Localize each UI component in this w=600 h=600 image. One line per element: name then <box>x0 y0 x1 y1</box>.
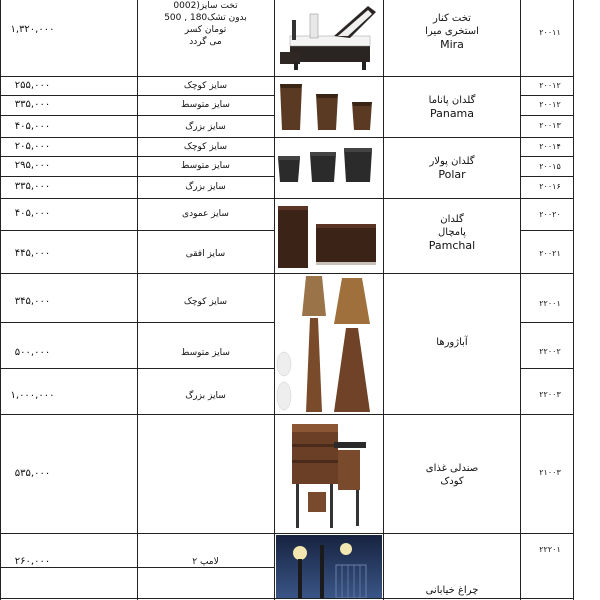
price-cell: ۳۳۵,۰۰۰ <box>14 99 51 110</box>
product-code: ۲۰۰۱۲ <box>539 100 561 109</box>
lounger-image <box>276 0 382 74</box>
size-cell: سایز متوسط <box>181 348 230 358</box>
price-cell: ۱,۳۲۰,۰۰۰ <box>10 24 55 35</box>
price-cell: ۴۴۵,۰۰۰ <box>14 248 51 259</box>
grid-line <box>0 137 574 138</box>
size-cell: ۲ لامپ <box>192 557 219 567</box>
product-note: 000تخت سایز(2 بدون تشک180 , 500 تومان کسر می گردد <box>164 1 247 47</box>
grid-line <box>521 322 574 323</box>
size-cell: سایز عمودی <box>182 209 229 219</box>
product-name: چراغ خیابانی <box>425 585 479 596</box>
grid-line <box>573 0 574 600</box>
product-name: آباژورها <box>436 337 468 348</box>
grid-line <box>0 76 574 77</box>
price-cell: ۱,۰۰۰,۰۰۰ <box>10 390 55 401</box>
product-code: ۲۰۰۲۱ <box>539 249 561 258</box>
grid-line <box>0 230 275 231</box>
price-cell: ۲۵۵,۰۰۰ <box>14 80 51 91</box>
grid-line <box>0 322 275 323</box>
size-cell: سایز کوچک <box>183 81 228 91</box>
pamchal-pots-image <box>276 200 382 272</box>
product-code: ۲۱۰۰۳ <box>539 468 561 477</box>
grid-line <box>383 0 384 600</box>
lamps-image <box>276 274 382 414</box>
grid-line <box>521 95 574 96</box>
product-code: ۲۲۰۰۳ <box>539 390 561 399</box>
grid-line <box>0 368 275 369</box>
grid-line <box>0 533 574 534</box>
product-code: ۲۰۰۱۵ <box>539 162 561 171</box>
price-cell: ۲۹۵,۰۰۰ <box>14 160 51 171</box>
size-cell: سایز افقی <box>185 249 226 259</box>
size-cell: سایز بزرگ <box>185 391 226 401</box>
price-cell: ۴۰۵,۰۰۰ <box>14 121 51 132</box>
price-cell: ۲۰۵,۰۰۰ <box>14 141 51 152</box>
product-code: ۲۲۰۰۲ <box>539 347 561 356</box>
grid-line <box>521 230 574 231</box>
size-cell: سایز بزرگ <box>185 122 226 132</box>
price-cell: ۳۴۵,۰۰۰ <box>14 296 51 307</box>
grid-line <box>274 0 275 600</box>
grid-line <box>0 95 275 96</box>
grid-line <box>521 156 574 157</box>
grid-line <box>520 0 521 600</box>
size-cell: سایز کوچک <box>183 297 228 307</box>
grid-line <box>0 198 574 199</box>
price-cell: ۴۰۵,۰۰۰ <box>14 208 51 219</box>
product-name: صندلی غذای کودک <box>425 463 479 487</box>
grid-line <box>521 368 574 369</box>
size-cell: سایز کوچک <box>183 142 228 152</box>
size-cell: سایز متوسط <box>181 161 230 171</box>
size-cell: سایز بزرگ <box>185 182 226 192</box>
price-cell: ۵۰۰,۰۰۰ <box>14 347 51 358</box>
polar-pots-image <box>276 140 382 198</box>
street-light-image <box>276 535 382 598</box>
product-code: ۲۰۰۱۲ <box>539 81 561 90</box>
price-cell: ۵۳۵,۰۰۰ <box>14 468 51 479</box>
grid-line <box>521 115 574 116</box>
product-code: ۲۰۰۲۰ <box>539 210 561 219</box>
price-cell: ۲۶۰,۰۰۰ <box>14 556 51 567</box>
price-cell: ۳۳۵,۰۰۰ <box>14 181 51 192</box>
product-name: گلدان پولار Polar <box>429 156 475 181</box>
size-cell: سایز متوسط <box>181 100 230 110</box>
product-code: ۲۲۲۰۱ <box>539 545 561 554</box>
product-code: ۲۲۰۰۱ <box>539 299 561 308</box>
product-name: گلدان پاناما Panama <box>428 95 476 120</box>
panama-pots-image <box>276 78 382 136</box>
grid-line <box>0 176 275 177</box>
product-name: گلدان پامچال Pamchal <box>428 214 476 252</box>
kids-chair-image <box>276 416 382 532</box>
product-name: تخت کنار استخری میرا Mira <box>425 13 479 51</box>
product-code: ۲۰۰۱۱ <box>539 28 561 37</box>
grid-line <box>0 115 275 116</box>
grid-line <box>0 414 574 415</box>
grid-line <box>0 598 574 599</box>
product-code: ۲۰۰۱۴ <box>539 142 561 151</box>
grid-line <box>521 176 574 177</box>
grid-line <box>0 156 275 157</box>
product-code: ۲۰۰۱۳ <box>539 121 561 130</box>
product-code: ۲۰۰۱۶ <box>539 182 561 191</box>
